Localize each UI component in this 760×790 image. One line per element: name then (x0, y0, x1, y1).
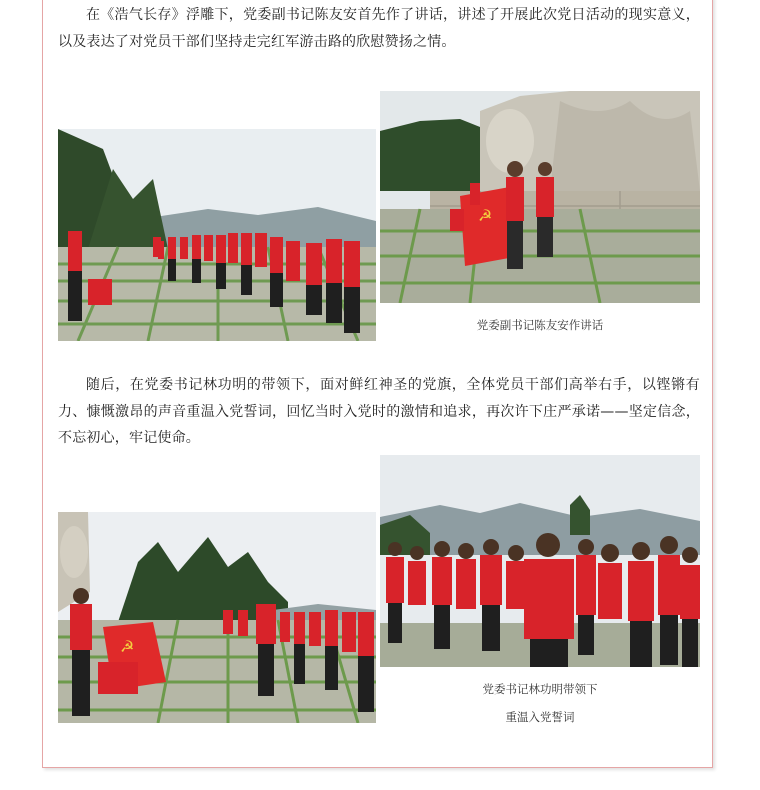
paragraph-speech: 在《浩气长存》浮雕下，党委副书记陈友安首先作了讲话，讲述了开展此次党日活动的现实意义，以及表达了对党员干部们坚持走完红军游击路的欣慰赞扬之情。 (58, 7, 700, 50)
photo-oath-flag (58, 512, 376, 723)
svg-text:☭: ☭ (478, 206, 493, 225)
caption-speech: 党委副书记陈友安作讲话 (476, 318, 604, 332)
photo-speech-sculpture (380, 91, 700, 303)
photo-group-lineup (58, 129, 376, 341)
svg-text:☭: ☭ (120, 637, 135, 656)
paragraph-oath: 随后，在党委书记林功明的带领下，面对鲜红神圣的党旗，全体党员干部们高举右手，以铿锵有力、慷慨激昂的声音重温入党誓词，回忆当时入党时的激情和追求，再次许下庄严承诺——坚定信念，不忘初心，牢记使命。 (58, 377, 700, 446)
caption-oath-line-2: 重温入党誓词 (505, 710, 575, 724)
caption-oath-line-1: 党委书记林功明带领下 (482, 682, 598, 696)
photo-oath-group (380, 455, 700, 667)
